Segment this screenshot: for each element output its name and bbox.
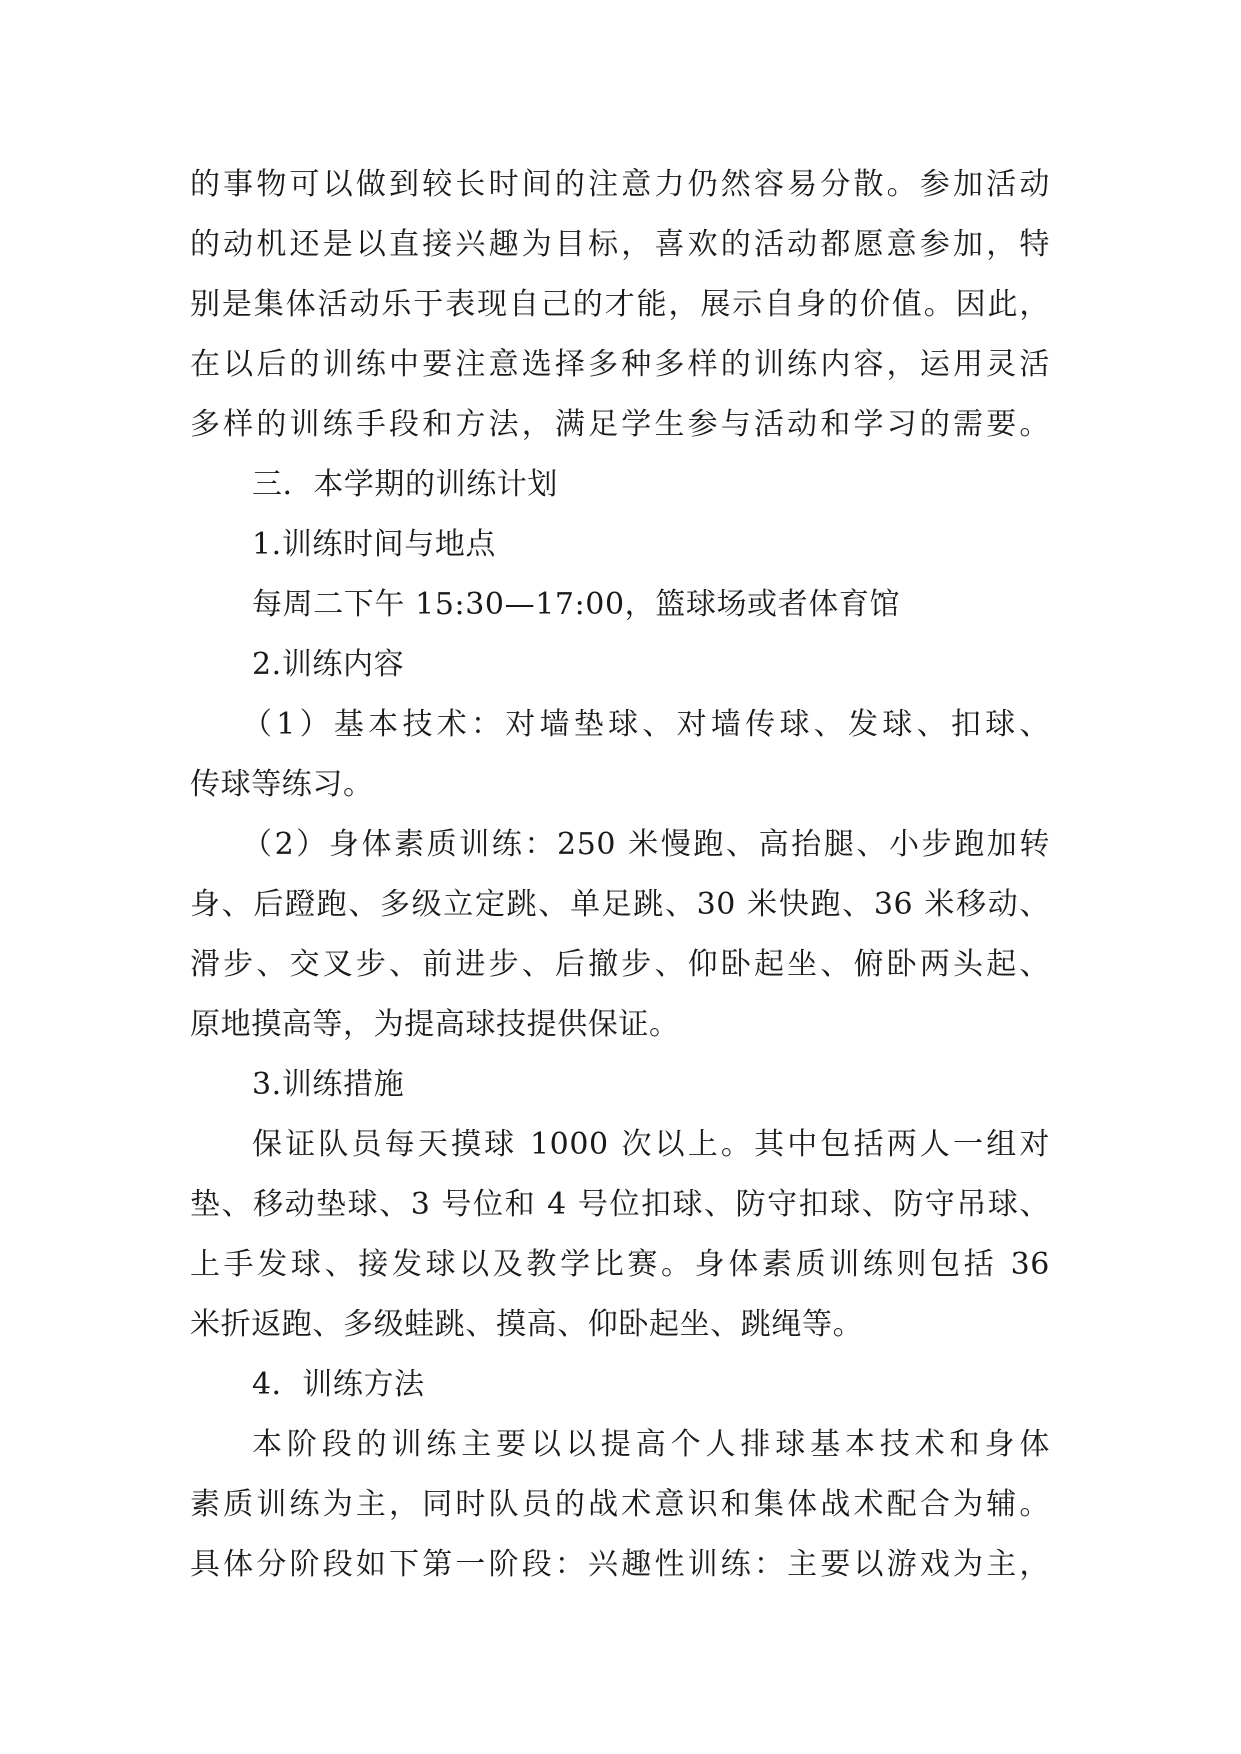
text-line: 三．本学期的训练计划 bbox=[252, 467, 558, 502]
text-line: 米折返跑、多级蛙跳、摸高、仰卧起坐、跳绳等。 bbox=[190, 1307, 864, 1342]
text-line: 具体分阶段如下第一阶段：兴趣性训练：主要以游戏为主， bbox=[190, 1547, 1050, 1582]
text-line: 的事物可以做到较长时间的注意力仍然容易分散。参加活动 bbox=[190, 167, 1050, 202]
text-line: 滑步、交叉步、前进步、后撤步、仰卧起坐、俯卧两头起、 bbox=[190, 947, 1050, 982]
text-line: 垫、移动垫球、3 号位和 4 号位扣球、防守扣球、防守吊球、 bbox=[190, 1187, 1050, 1222]
text-line: 上手发球、接发球以及教学比赛。身体素质训练则包括 36 bbox=[190, 1247, 1050, 1282]
text-line: 3.训练措施 bbox=[252, 1067, 405, 1102]
text-line: 在以后的训练中要注意选择多种多样的训练内容，运用灵活 bbox=[190, 347, 1050, 382]
text-line: 1.训练时间与地点 bbox=[252, 527, 497, 562]
text-line: 传球等练习。 bbox=[190, 767, 374, 802]
text-line: 保证队员每天摸球 1000 次以上。其中包括两人一组对 bbox=[252, 1127, 1050, 1162]
text-line: 身、后蹬跑、多级立定跳、单足跳、30 米快跑、36 米移动、 bbox=[190, 887, 1050, 922]
document-page bbox=[190, 155, 1050, 1595]
text-line: 2.训练内容 bbox=[252, 647, 405, 682]
text-line: 别是集体活动乐于表现自己的才能，展示自身的价值。因此， bbox=[190, 287, 1050, 322]
text-line: 原地摸高等，为提高球技提供保证。 bbox=[190, 1007, 680, 1042]
text-line: （1）基本技术：对墙垫球、对墙传球、发球、扣球、 bbox=[242, 707, 1050, 742]
text-line: 的动机还是以直接兴趣为目标，喜欢的活动都愿意参加，特 bbox=[190, 227, 1050, 262]
text-line: 素质训练为主，同时队员的战术意识和集体战术配合为辅。 bbox=[190, 1487, 1050, 1522]
text-line: （2）身体素质训练：250 米慢跑、高抬腿、小步跑加转 bbox=[242, 827, 1050, 862]
text-line: 多样的训练手段和方法，满足学生参与活动和学习的需要。 bbox=[190, 407, 1050, 442]
text-line: 每周二下午 15:30—17:00，篮球场或者体育馆 bbox=[252, 587, 901, 622]
text-line: 4．训练方法 bbox=[252, 1367, 425, 1402]
text-line: 本阶段的训练主要以以提高个人排球基本技术和身体 bbox=[252, 1427, 1050, 1462]
